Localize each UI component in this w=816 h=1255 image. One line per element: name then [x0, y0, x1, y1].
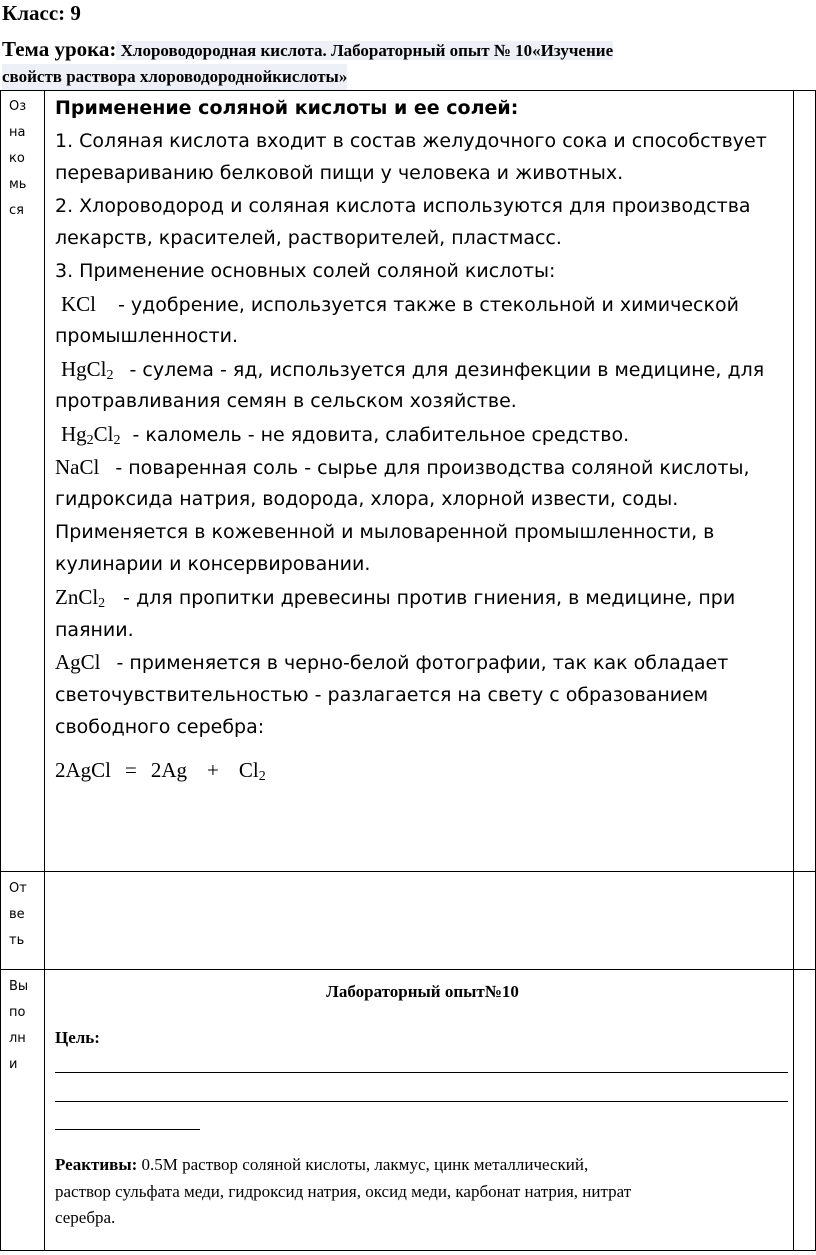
row-label-part: ть [9, 933, 25, 948]
table-border-row2 [0, 969, 816, 970]
row-label-part: Оз [9, 99, 27, 114]
zncl2-formula-sub: 2 [98, 595, 106, 611]
hgcl2-description: - сулема - яд, используется для дезинфекции в медицине, для [129, 358, 765, 381]
reagents-line-3: серебра. [55, 1208, 116, 1227]
table-border-col1 [44, 90, 45, 1251]
nacl-line-1 [55, 451, 795, 484]
lesson-topic-text-1: Хлороводородная кислота. Лабораторный опыт № 10«Изучение [116, 41, 614, 60]
goal-answer-line-2 [55, 1101, 788, 1102]
reaction-equation [55, 754, 795, 787]
row-label-part: мь [9, 177, 27, 192]
reagents-line-2: раствор сульфата меди, гидроксид натрия, оксид меди, карбонат натрия, нитрат [55, 1181, 632, 1201]
applications-section [55, 92, 795, 786]
hg2cl2-formula-b: Cl [93, 421, 114, 446]
row-label-part: ве [9, 907, 25, 922]
row-label-part: От [9, 881, 27, 896]
hgcl2-formula-sub: 2 [106, 367, 114, 383]
row-label-part: на [9, 125, 26, 140]
zncl2-formula-main: ZnCl [55, 584, 99, 609]
agcl-formula: AgCl [55, 650, 101, 675]
equation-product-ag: 2Ag [150, 757, 188, 782]
section-heading: Применение соляной кислоты и ее солей: [55, 97, 519, 119]
hg2cl2-formula [61, 422, 121, 446]
kcl-line-2: промышленности. [55, 325, 239, 348]
equation-cl-main: Cl [238, 757, 259, 782]
hg2cl2-formula-sub2: 2 [113, 432, 121, 448]
paragraph-2-line-2: лекарств, красителей, растворителей, пластмасс. [55, 227, 562, 250]
nacl-description: - поваренная соль - сырье для производства соляной кислоты, [115, 456, 750, 479]
goal-answer-line-3 [55, 1129, 200, 1130]
agcl-line-3: свободного серебра: [55, 716, 265, 739]
row-label-part: ко [9, 151, 25, 166]
row-label-part: Вы [9, 979, 29, 994]
lesson-topic-line-1 [2, 36, 613, 65]
paragraph-1-line-2: перевариванию белковой пищи у человека и животных. [55, 162, 624, 185]
reagents-label: Реактивы: [55, 1155, 138, 1174]
nacl-line-4: кулинарии и консервировании. [55, 553, 371, 576]
hg2cl2-formula-a: Hg [61, 421, 87, 446]
equation-equals: = [125, 757, 137, 782]
row-label-part: лн [9, 1031, 26, 1046]
hgcl2-formula-main: HgCl [61, 356, 107, 381]
agcl-line-2: светочувствительностью - разлагается на свету с образованием [55, 683, 709, 706]
kcl-description: - удобрение, используется также в стекольной и химической [118, 293, 739, 316]
reagents-line-1 [55, 1152, 790, 1179]
goal-label: Цель: [55, 1028, 100, 1047]
equation-product-cl2 [239, 758, 266, 782]
reagents-block [55, 1152, 790, 1232]
hgcl2-line-2: протравливания семян в сельском хозяйстве. [55, 390, 517, 413]
paragraph-1-line-1: 1. Соляная кислота входит в состав желудочного сока и способствует [55, 129, 767, 152]
agcl-description: - применяется в черно-белой фотографии, так как обладает [116, 652, 729, 675]
table-border-bottom [0, 1250, 816, 1251]
row-label-perform [9, 974, 39, 1078]
row-label-answer [9, 876, 39, 954]
lesson-topic-label: Тема урока: [2, 37, 117, 61]
equation-plus: + [207, 757, 219, 782]
equation-reactant: 2AgCl [55, 757, 112, 782]
class-label: Класс: 9 [2, 1, 81, 25]
zncl2-formula [55, 585, 105, 609]
row-label-part: ся [9, 203, 24, 218]
zncl2-description: - для пропитки древесины против гниения, в медицине, при [123, 586, 736, 609]
row-label-part: и [9, 1057, 18, 1072]
table-border-left [0, 90, 1, 1251]
table-border-row1 [0, 871, 816, 872]
nacl-line-3: Применяется в кожевенной и мыловаренной промышленности, в [55, 520, 715, 543]
row-label-part: по [9, 1005, 26, 1020]
nacl-formula: NaCl [55, 454, 100, 479]
table-border-top [0, 90, 816, 91]
hg2cl2-formula-sub1: 2 [86, 432, 94, 448]
nacl-line-2: гидроксида натрия, водорода, хлора, хлорной извести, соды. [55, 488, 679, 511]
equation-cl-sub: 2 [258, 768, 266, 784]
paragraph-3: 3. Применение основных солей соляной кислоты: [55, 259, 556, 282]
hg2cl2-description: - каломель - не ядовита, слабительное средство. [132, 423, 630, 446]
paragraph-2-line-1: 2. Хлороводород и соляная кислота используются для производства [55, 194, 751, 217]
row-label-familiarize [9, 94, 39, 224]
kcl-formula: KCl [61, 291, 97, 316]
lab-experiment-title: Лабораторный опыт№10 [326, 982, 519, 1001]
agcl-line-1 [55, 646, 795, 679]
zncl2-line-2: паянии. [55, 618, 134, 641]
kcl-line-1 [55, 288, 795, 321]
hg2cl2-line [55, 418, 795, 451]
goal-answer-line-1 [55, 1072, 788, 1073]
hgcl2-formula [61, 357, 114, 381]
lesson-topic-text-2: свойств раствора хлороводороднойкислоты» [2, 64, 347, 90]
reagents-text-1: 0.5М раствор соляной кислоты, лакмус, цинк металлический, [137, 1155, 589, 1174]
hgcl2-line-1 [55, 353, 795, 386]
zncl2-line-1 [55, 581, 795, 614]
